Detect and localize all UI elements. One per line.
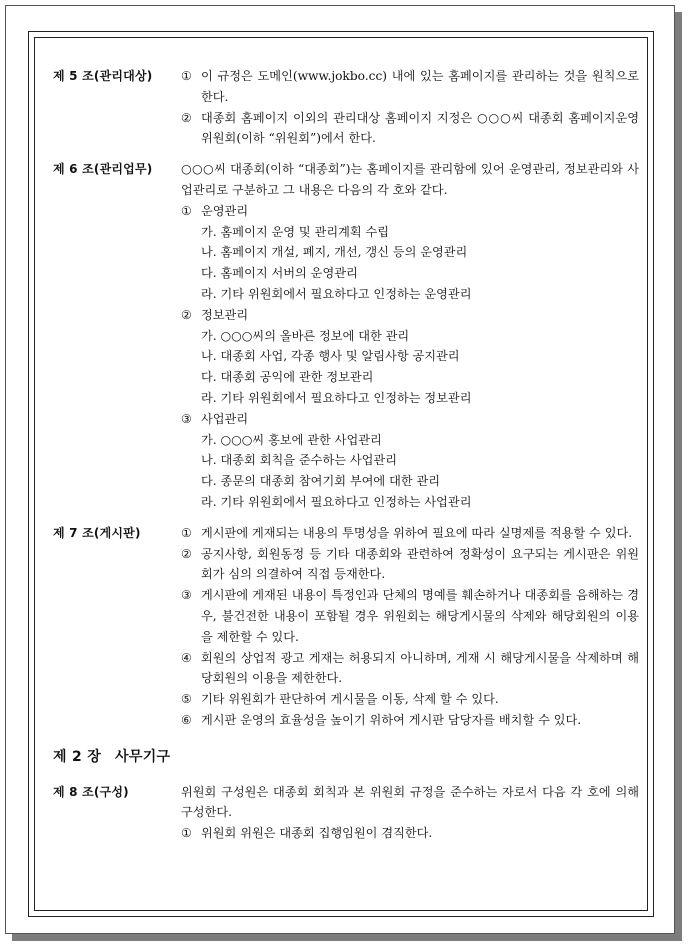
- sub-item: 라. 기타 위원회에서 필요하다고 인정하는 운영관리: [201, 286, 472, 301]
- document-content: [53, 66, 639, 854]
- article: [53, 523, 639, 731]
- article-label: 제 5 조(관리대상): [53, 69, 153, 83]
- item-text: 이 규정은 도메인(www.jokbo.cc) 내에 있는 홈페이지를 관리하는 것을 원칙으로 한다.: [201, 69, 639, 104]
- sub-item: 다. 대종회 공익에 관한 정보관리: [201, 370, 374, 385]
- sub-item: 나. 대종회 사업, 각종 행사 및 알림사항 공지관리: [201, 349, 460, 364]
- article-item: [181, 201, 639, 222]
- sub-item: 나. 홈페이지 개설, 폐지, 개선, 갱신 등의 운영관리: [201, 245, 468, 260]
- item-text: 사업관리: [201, 411, 249, 426]
- item-number: ⑥: [181, 712, 192, 727]
- article-body: [181, 523, 639, 731]
- article: [53, 66, 639, 149]
- article: [53, 159, 639, 513]
- item-text: 대종회 홈페이지 이외의 관리대상 홈페이지 지정은 ○○○씨 대종회 홈페이지운영위원회(이하 “위원회”)에서 한다.: [201, 110, 639, 146]
- article-item: [181, 689, 639, 710]
- item-text: 게시판 운영의 효율성을 높이기 위하여 게시판 담당자를 배치할 수 있다.: [201, 712, 582, 727]
- sub-item: 가. ○○○씨의 올바른 정보에 대한 관리: [201, 328, 410, 343]
- item-number: ⑤: [181, 692, 192, 707]
- article-item: [181, 648, 639, 690]
- item-text: 운영관리: [201, 203, 249, 218]
- item-number: ②: [181, 546, 192, 561]
- chapter-title: 사무기구: [115, 748, 171, 765]
- item-number: ①: [181, 826, 192, 841]
- sub-item: 다. 종문의 대종회 참여기회 부여에 대한 관리: [201, 474, 441, 489]
- item-number: ③: [181, 588, 192, 603]
- item-number: ①: [181, 69, 192, 83]
- article: [53, 782, 639, 844]
- article-label: 제 7 조(게시판): [53, 525, 141, 540]
- article-item: [181, 710, 639, 731]
- article-item: [181, 409, 639, 430]
- item-number: ①: [181, 203, 192, 218]
- article-paragraph: ○○○씨 대종회(이하 “대종회”)는 홈페이지를 관리함에 있어 운영관리, 정보관리와 사업관리로 구분하고 그 내용은 다음의 각 호와 같다.: [181, 162, 639, 197]
- article-body: [181, 159, 639, 513]
- sub-item: 나. 대종회 회칙을 준수하는 사업관리: [201, 453, 397, 468]
- article-label: 제 8 조(구성): [53, 784, 129, 799]
- article-item: [181, 523, 639, 544]
- article-paragraph: 위원회 구성원은 대종회 회칙과 본 위원회 규정을 준수하는 자로서 다음 각 호에 의해 구성한다.: [181, 784, 639, 820]
- sub-item: 가. 홈페이지 운영 및 관리계획 수립: [201, 224, 390, 239]
- item-number: ②: [181, 110, 192, 125]
- item-number: ②: [181, 307, 192, 322]
- chapter-number: 제 2 장: [53, 748, 102, 765]
- chapter-heading: [53, 747, 639, 768]
- sub-item: 다. 홈페이지 서버의 운영관리: [201, 266, 358, 281]
- item-text: 회원의 상업적 광고 게재는 허용되지 아니하며, 게재 시 해당게시물을 삭제하며 해당회원의 이용을 제한한다.: [201, 650, 639, 686]
- sub-item: 라. 기타 위원회에서 필요하다고 인정하는 정보관리: [201, 390, 472, 405]
- item-text: 정보관리: [201, 307, 249, 322]
- article-item: [181, 305, 639, 326]
- article-body: [181, 66, 639, 149]
- item-number: ④: [181, 650, 192, 665]
- item-number: ①: [181, 525, 192, 540]
- article-item: [181, 66, 639, 108]
- article-label: 제 6 조(관리업무): [53, 162, 153, 177]
- item-text: 게시판에 게재된 내용이 특정인과 단체의 명예를 훼손하거나 대종회를 음해하는 경우, 불건전한 내용이 포함될 경우 위원회는 해당게시물의 삭제와 해당회원의 이용을 제한할 수 있다.: [201, 588, 639, 644]
- article-item: [181, 544, 639, 586]
- article-body: [181, 782, 639, 844]
- article-item: [181, 823, 639, 844]
- articles-section-1: [53, 66, 639, 731]
- item-number: ③: [181, 411, 192, 426]
- item-text: 공지사항, 회원동정 등 기타 대종회와 관련하여 정확성이 요구되는 게시판은 위원회가 심의 의결하여 직접 등재한다.: [201, 546, 639, 582]
- articles-section-2: [53, 782, 639, 844]
- article-item: [181, 585, 639, 647]
- item-text: 게시판에 게재되는 내용의 투명성을 위하여 필요에 따라 실명제를 적용할 수 있다.: [201, 525, 633, 540]
- item-text: 위원회 위원은 대종회 집행임원이 겸직한다.: [201, 826, 433, 841]
- sub-item: 가. ○○○씨 홍보에 관한 사업관리: [201, 432, 382, 447]
- item-text: 기타 위원회가 판단하여 게시물을 이동, 삭제 할 수 있다.: [201, 692, 499, 707]
- article-item: [181, 108, 639, 150]
- sub-item: 라. 기타 위원회에서 필요하다고 인정하는 사업관리: [201, 494, 472, 509]
